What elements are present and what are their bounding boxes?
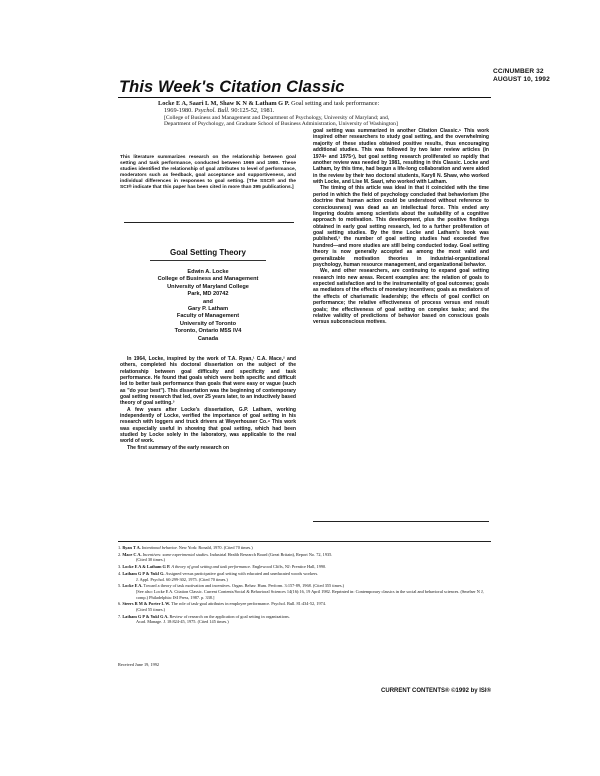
body-left-column: [120, 356, 296, 451]
body-right-column: [313, 128, 489, 326]
abstract-rule: [124, 222, 294, 223]
issue-date: AUGUST 10, 1992: [493, 76, 550, 83]
body-paragraph: goal setting was summarized in another Citation Classic.⁵ This work inspired other researchers to study goal setting, and the overwhelming majority of these studies obtained positive results, thus encouraging additional studies. This was followed by two later review articles (in 1974⁶ and 1975⁷), but goal setting research proliferated so rapidly that another review was needed by 1981, resulting in this Classic. Locke and Latham, by this time, had begun a life-long collaboration and were aided in the review by their two doctoral students, Karyll N. Shaw, who worked with Locke, and Lise M. Saari, who worked with Latham.: [313, 128, 489, 185]
and-separator: and: [203, 298, 213, 305]
body-paragraph: A few years after Locke's dissertation, G.P. Latham, working independently of Locke, verified the importance of goal setting in his research with loggers and truck drivers at Weyerhouser Co.⁴ This work was especially useful in showing that goal setting, which had been studied by Locke solely in the laboratory, was applicable to the real world of work.: [120, 406, 296, 445]
reference-item: 1. Ryan T A. Intentional behavior. New York: Ronald, 1970. (Cited 70 times.): [118, 545, 253, 550]
column-end-rule: [313, 521, 489, 522]
citation-authors: Locke E A, Saari L M, Shaw K N & Latham G P.: [158, 100, 290, 107]
author1-name: Edwin A. Locke: [187, 269, 229, 275]
citation-block: [158, 100, 468, 128]
reference-item: 6. Steers R M & Porter L W. The role of task-goal attributes in employee performance. Psychol. Bull. 81:434-52, 1974. (Cited 55 times.): [118, 601, 326, 612]
title-underline: [150, 260, 266, 261]
author2-line4: Canada: [197, 335, 219, 342]
citation-affiliation-2: Department of Psychology, and Graduate School of Business Administration, University of Washington]: [164, 121, 398, 128]
citation-journal: Psychol. Bull.: [194, 107, 230, 115]
author2-name: Gary P. Latham: [187, 306, 229, 313]
article-title: Goal Setting Theory: [169, 248, 246, 257]
cc-number: CC/NUMBER 32: [493, 68, 544, 75]
abstract: This literature summarizes research on the relationship between goal setting and task performance, conducted between 1969 and 1980. These studies identified the relationship of goal attributes to level of performance, moderators such as feedback, goal acceptance and supportiveness, and individual differences in responses to goal setting. [The SSCI® and the SCI® indicate that this paper has been cited in more than 395 publications.]: [120, 155, 296, 191]
reference-item: 3. Locke E A & Latham G P. A theory of goal setting and task performance. Englewood Cliffs, NJ: Prentice Hall, 1990.: [118, 564, 327, 570]
author-addresses: [120, 269, 296, 343]
author2-line2: University of Toronto: [179, 320, 237, 327]
citation-affiliation-1: [College of Business and Management and Department of Psychology, University of Maryland; and,: [164, 114, 390, 121]
reference-item: 7. Latham G P & Yukl G A. Review of research on the application of goal setting in organizations. Acad. Manage. J. 18:824-45, 1975. (Cited 145 times.): [118, 613, 290, 625]
body-paragraph: The timing of this article was ideal in that it coincided with the time period in which the field of psychology concluded that behaviorism (the doctrine that human action could be understood without reference to consciousness) was dead as an intellectual force. This ended any lingering doubts among scientists about the suitability of a cognitive approach to motivation. This development, plus the positive findings obtained in early goal setting research, led to a further proliferation of goal setting studies. By the time Locke and Latham's book was published,³ the number of goal setting studies had exceeded five hundred—and more studies are still being conducted today. Goal setting theory is now generally accepted as among the most valid and generalizable motivation theories in industrial-organizational psychology, human resource management, and organizational behavior.: [313, 185, 489, 268]
author1-line2: University of Maryland College: [167, 283, 249, 290]
body-paragraph: The first summary of the early research on: [127, 444, 230, 451]
citation-volume-pages: 90:125-52, 1981.: [231, 107, 275, 115]
references-rule: [118, 541, 491, 542]
author2-line3: Toronto, Ontario M5S IV4: [174, 328, 242, 335]
author1-line3: Park, MD 20742: [187, 291, 229, 298]
citation-title-part2: 1969-1980.: [164, 107, 193, 115]
masthead-rule: [118, 97, 491, 98]
cc-number-block: [493, 68, 583, 84]
body-paragraph: In 1964, Locke, inspired by the work of T.A. Ryan,¹ C.A. Mace,² and others, completed his doctoral dissertation on the subject of the relationship between goal difficulty and specificity and task performance. He found that goals which were both specific and difficult led to better task performance than goals that were easy or vague (such as "do your best"). This dissertation was the beginning of contemporary goal setting research that led, over 25 years later, to an inductively based theory of goal setting.³: [120, 356, 296, 407]
references-list: [118, 545, 492, 626]
reference-item: 2. Mace C A. Incentives: some experimental studies. Industrial Health Research Board (Great Britain), Report No. 72, 1935. (Cited 30 times.): [118, 551, 333, 563]
masthead-title: This Week's Citation Classic: [119, 78, 345, 96]
reference-item: 4. Latham G P & Yukl G. Assigned versus participative goal setting with educated and uneducated woods workers. J. Appl. Psychol. 60:299-302, 1975. (Cited 70 times.): [118, 571, 319, 582]
body-paragraph: We, and other researchers, are continuing to expand goal setting research into new areas. Recent examples are: the relation of goals to expected satisfaction and to the instrumentality of goal outcomes; goals as mediators of the effects of monetary incentives; goals as mediators of the effects of charismatic leadership; the effects of goal conflict on performance; the relative effectiveness of process versus end result goals; the effectiveness of goal setting on complex tasks; and the relative validity of predictions of behavior based on conscious goals versus subconscious motives.: [313, 268, 489, 326]
citation-title-part1: Goal setting and task performance:: [291, 100, 380, 107]
reference-item: 5. Locke E A. Toward a theory of task motivation and incentives. Organ. Behav. Hum. Perform. 3:157-89, 1968. (Cited 355 times.) [See also: Locke E A. Citation Classic. Current Contents/Social & Behavioral Sciences 14(16):16, 19 April 1982. Reprinted in: Contemporary classics in the social and behavioral sciences. (Smelser N J, comp.) Philadelphia: ISI Press, 1987. p. 338.]: [118, 583, 484, 600]
received-date: Received June 19, 1992: [118, 662, 160, 667]
publisher-footer: CURRENT CONTENTS® ©1992 by ISI®: [381, 688, 491, 694]
author2-line1: Faculty of Management: [176, 313, 240, 320]
author1-line1: College of Business and Management: [157, 276, 259, 283]
